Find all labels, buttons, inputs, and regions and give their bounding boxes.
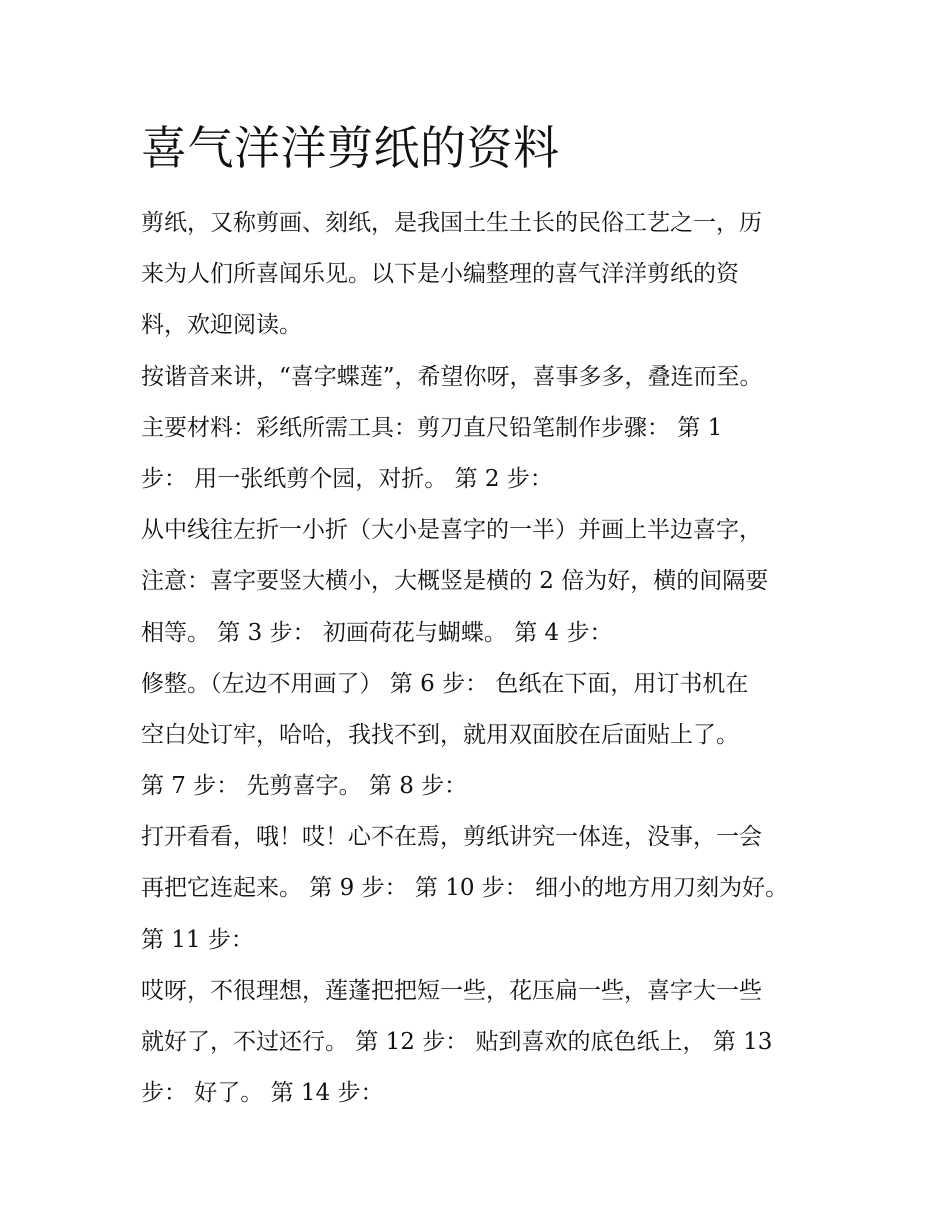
text-line: 相等。 第 3 步： 初画荷花与蝴蝶。 第 4 步： bbox=[141, 619, 613, 646]
text-line: 主要材料：彩纸所需工具：剪刀直尺铅笔制作步骤： 第 1 bbox=[141, 414, 723, 441]
text-line: 修整。（左边不用画了） 第 6 步： 色纸在下面，用订书机在 bbox=[141, 670, 749, 697]
text-line: 剪纸，又称剪画、刻纸，是我国土生土长的民俗工艺之一，历 bbox=[141, 210, 762, 236]
document-title: 喜气洋洋剪纸的资料 bbox=[141, 121, 560, 175]
text-line: 按谐音来讲，“喜字蝶莲”，希望你呀，喜事多多，叠连而至。 bbox=[141, 363, 763, 390]
text-line: 哎呀，不很理想，莲蓬把把短一些，花压扁一些，喜字大一些 bbox=[141, 977, 762, 1004]
text-line: 第 7 步： 先剪喜字。 第 8 步： bbox=[141, 773, 468, 800]
text-line: 注意：喜字要竖大横小，大概竖是横的 2 倍为好，横的间隔要 bbox=[141, 568, 769, 595]
text-line: 步： 好了。 第 14 步： bbox=[141, 1080, 384, 1107]
document-body bbox=[141, 198, 831, 1119]
text-line: 就好了，不过还行。 第 12 步： 贴到喜欢的底色纸上， 第 13 bbox=[141, 1029, 773, 1055]
text-line: 第 11 步： bbox=[141, 926, 254, 953]
text-line: 再把它连起来。 第 9 步： 第 10 步： 细小的地方用刀刻为好。 bbox=[141, 875, 789, 902]
text-line: 打开看看，哦！哎！心不在焉，剪纸讲究一体连，没事，一会 bbox=[141, 824, 762, 851]
text-line: 步： 用一张纸剪个园，对折。 第 2 步： bbox=[141, 465, 553, 492]
text-line: 空白处订牢，哈哈，我找不到，就用双面胶在后面贴上了。 bbox=[141, 721, 739, 748]
text-line: 从中线往左折一小折（大小是喜字的一半）并画上半边喜字， bbox=[141, 517, 762, 544]
text-line: 料，欢迎阅读。 bbox=[141, 312, 302, 339]
text-line: 来为人们所喜闻乐见。以下是小编整理的喜气洋洋剪纸的资 bbox=[141, 261, 739, 288]
